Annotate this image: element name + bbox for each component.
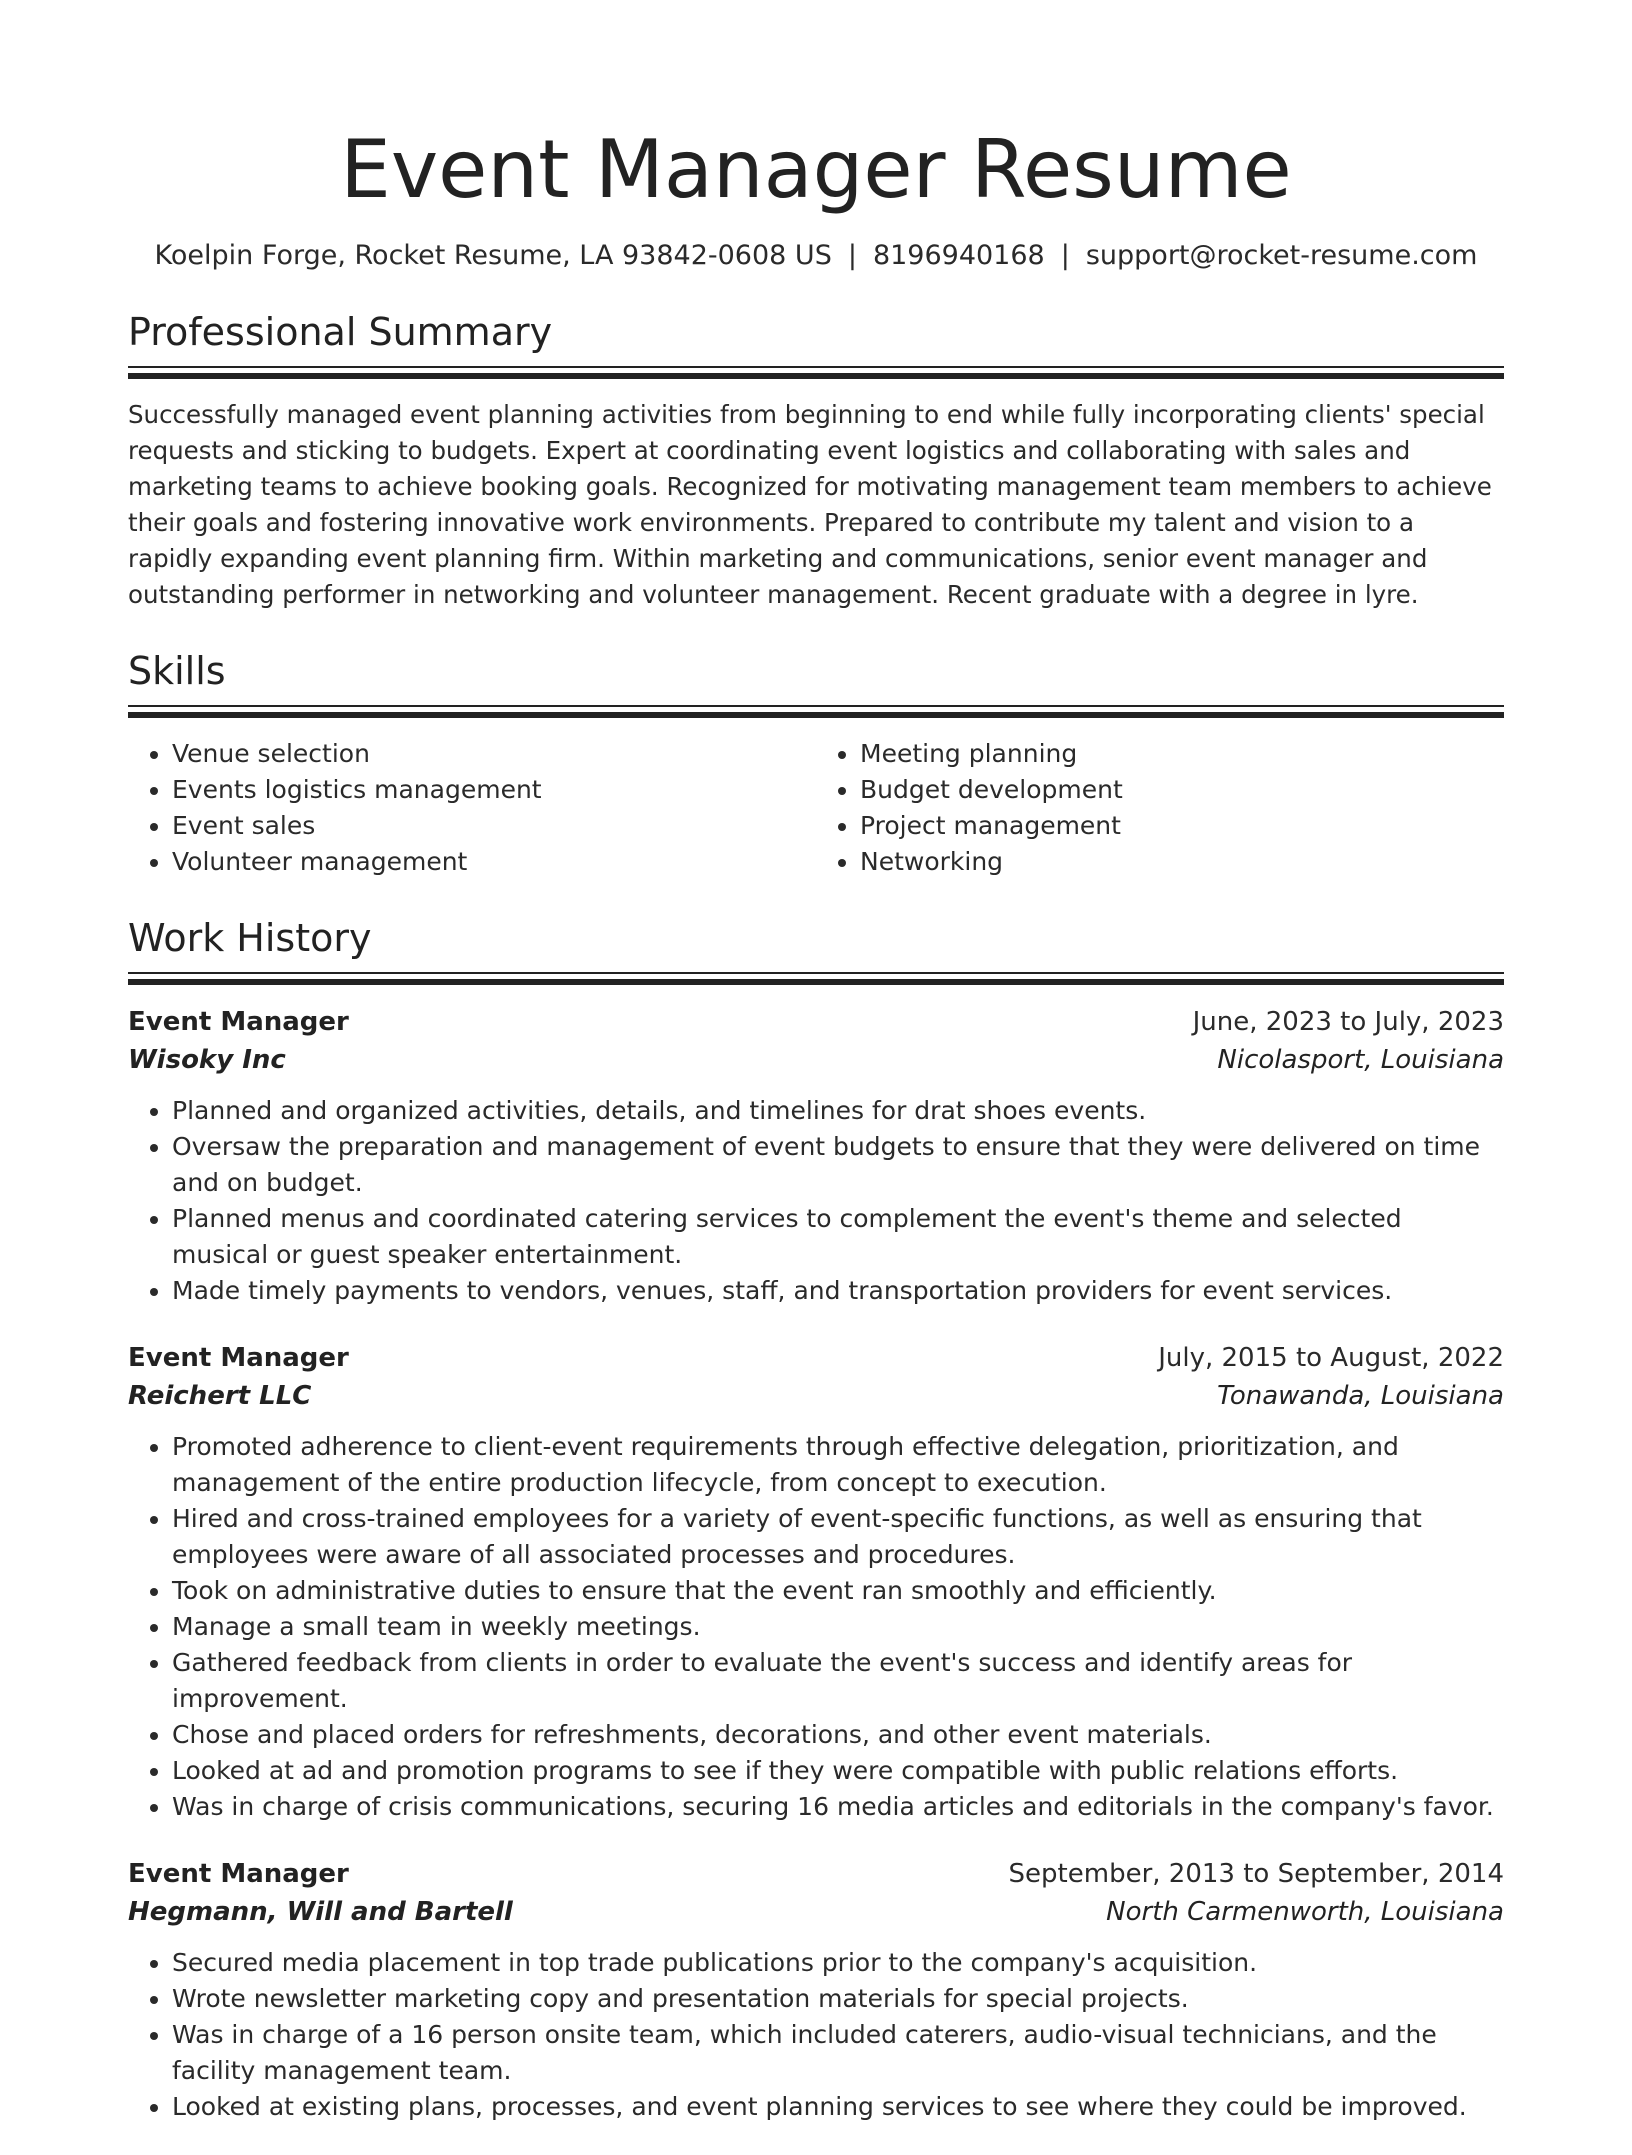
summary-heading: Professional Summary (128, 310, 553, 354)
job-title: Event Manager (128, 1343, 349, 1373)
job-bullets (128, 1429, 1504, 1825)
skill-item: • Volunteer management (172, 844, 816, 880)
work-heading: Work History (128, 916, 372, 960)
job-bullet: • Planned menus and coordinated catering services to complement the event's theme and selected musical or guest speaker entertainment. (172, 1201, 1504, 1273)
job-dates: June, 2023 to July, 2023 (1192, 1007, 1504, 1037)
skills-heading: Skills (128, 649, 226, 693)
section-divider (128, 972, 1504, 985)
summary-text: Successfully managed event planning activities from beginning to end while fully incorporating clients' special requests and sticking to budgets. Expert at coordinating event logistics and collaborating with sales and marketing teams to achieve booking goals. Recognized for motivating management team members to achieve their goals and fostering innovative work environments. Prepared to contribute my talent and vision to a rapidly expanding event planning firm. Within marketing and communications, senior event manager and outstanding performer in networking and volunteer management. Recent graduate with a degree in lyre. (128, 400, 1492, 609)
job-bullet: • Chose and placed orders for refreshments, decorations, and other event materials. (172, 1717, 1504, 1753)
job-company: Hegmann, Will and Bartell (128, 1897, 513, 1927)
skill-item: • Venue selection (172, 736, 816, 772)
job-dates: September, 2013 to September, 2014 (1008, 1859, 1504, 1889)
skills-list (128, 736, 1504, 880)
contact-phone: 8196940168 (872, 240, 1045, 271)
skill-item: • Event sales (172, 808, 816, 844)
job-dates: July, 2015 to August, 2022 (1158, 1343, 1504, 1373)
resume-title: Event Manager Resume (340, 123, 1292, 216)
job-bullets (128, 1945, 1504, 2125)
contact-separator: | (847, 240, 857, 271)
skills-column-right (816, 736, 1504, 880)
skill-item: • Events logistics management (172, 772, 816, 808)
job-company: Wisoky Inc (128, 1045, 286, 1075)
job-bullet: • Oversaw the preparation and management of event budgets to ensure that they were delivered on time and on budget. (172, 1129, 1504, 1201)
contact-address: Koelpin Forge, Rocket Resume, LA 93842-0608 US (154, 240, 832, 271)
job-bullet: • Hired and cross-trained employees for a variety of event-specific functions, as well as ensuring that employees were aware of all associated processes and procedures. (172, 1501, 1504, 1573)
job-title: Event Manager (128, 1007, 349, 1037)
skill-item: • Networking (860, 844, 1504, 880)
job-bullet: • Was in charge of a 16 person onsite team, which included caterers, audio-visual technicians, and the facility management team. (172, 2017, 1504, 2089)
job-bullet: • Was in charge of crisis communications, securing 16 media articles and editorials in the company's favor. (172, 1789, 1504, 1825)
job-bullet: • Looked at existing plans, processes, and event planning services to see where they could be improved. (172, 2089, 1504, 2125)
skill-item: • Project management (860, 808, 1504, 844)
job-location: North Carmenworth, Louisiana (1106, 1897, 1504, 1927)
job-bullet: • Planned and organized activities, details, and timelines for drat shoes events. (172, 1093, 1504, 1129)
job-bullet: • Looked at ad and promotion programs to see if they were compatible with public relations efforts. (172, 1753, 1504, 1789)
job-entry (128, 1339, 1504, 1825)
job-bullet: • Manage a small team in weekly meetings. (172, 1609, 1504, 1645)
job-bullet: • Gathered feedback from clients in order to evaluate the event's success and identify areas for improvement. (172, 1645, 1504, 1717)
contact-email: support@rocket-resume.com (1085, 240, 1478, 271)
job-bullet: • Promoted adherence to client-event requirements through effective delegation, prioritization, and management of the entire production lifecycle, from concept to execution. (172, 1429, 1504, 1501)
job-bullet: • Made timely payments to vendors, venues, staff, and transportation providers for event services. (172, 1273, 1504, 1309)
section-divider (128, 366, 1504, 379)
job-bullet: • Took on administrative duties to ensure that the event ran smoothly and efficiently. (172, 1573, 1504, 1609)
section-divider (128, 705, 1504, 718)
job-bullet: • Wrote newsletter marketing copy and presentation materials for special projects. (172, 1981, 1504, 2017)
job-bullets (128, 1093, 1504, 1309)
job-entry (128, 1003, 1504, 1309)
skills-column-left (128, 736, 816, 880)
job-location: Tonawanda, Louisiana (1217, 1381, 1504, 1411)
contact-separator: | (1060, 240, 1070, 271)
skill-item: • Budget development (860, 772, 1504, 808)
skill-item: • Meeting planning (860, 736, 1504, 772)
contact-line (128, 238, 1504, 274)
job-title: Event Manager (128, 1859, 349, 1889)
job-company: Reichert LLC (128, 1381, 312, 1411)
job-bullet: • Secured media placement in top trade publications prior to the company's acquisition. (172, 1945, 1504, 1981)
resume-page (128, 0, 1504, 2155)
job-location: Nicolasport, Louisiana (1217, 1045, 1504, 1075)
job-entry (128, 1855, 1504, 2125)
